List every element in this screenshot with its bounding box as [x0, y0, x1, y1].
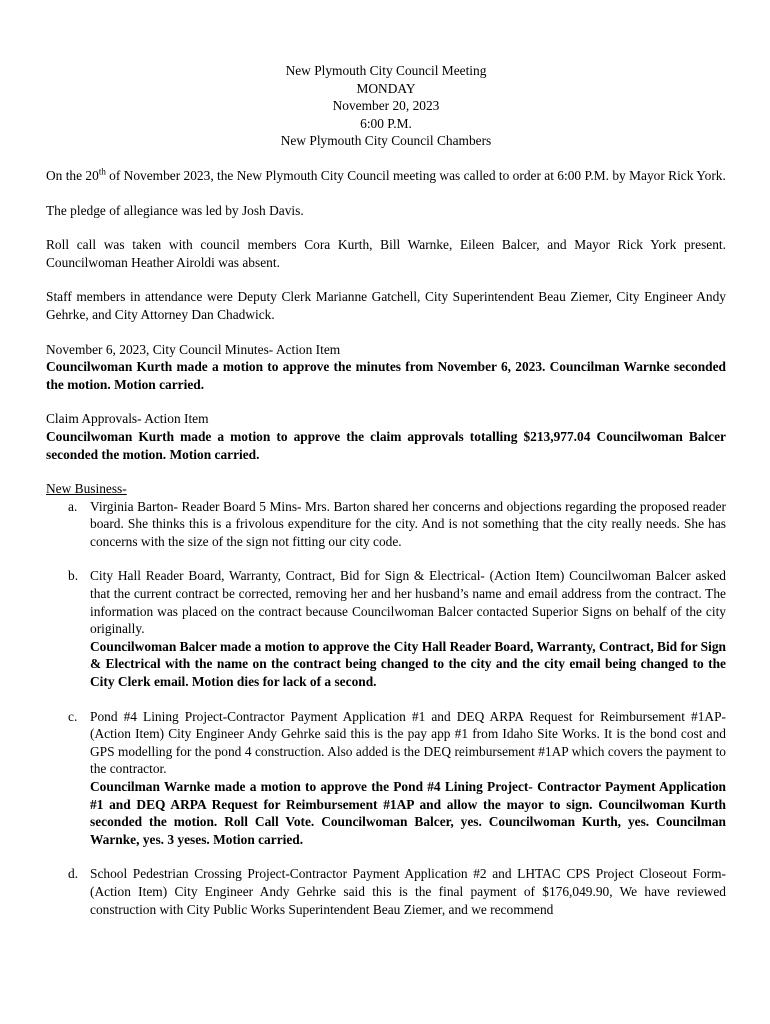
opening-superscript: th	[98, 166, 106, 177]
header-date: November 20, 2023	[332, 98, 440, 114]
minutes-title: November 6, 2023, City Council Minutes- Action Item	[46, 341, 341, 357]
new-business-section	[46, 480, 726, 918]
claims-motion: Councilwoman Kurth made a motion to approve the claim approvals totalling $213,977.04 Councilwoman Balcer seconded the motion. Motion carried.	[46, 428, 726, 462]
new-business-title: New Business-	[46, 481, 127, 497]
list-marker: b.	[68, 568, 79, 584]
list-item	[46, 708, 726, 849]
opening-paragraph	[46, 167, 726, 185]
minutes-motion: Councilwoman Kurth made a motion to approve the minutes from November 6, 2023. Councilman Warnke seconded the motion. Motion carried.	[46, 359, 726, 392]
item-motion: Councilman Warnke made a motion to approve the Pond #4 Lining Project- Contractor Payment Application #1 and DEQ ARPA Request for Reimbursement #1AP and allow the mayor to sign. Councilwoman Kurth seconded the motion. Roll Call Vote. Councilwoman Balcer, yes. Councilwoman Kurth, yes. Councilman Warnke, yes. 3 yeses. Motion carried.	[90, 779, 726, 847]
header-day: MONDAY	[356, 80, 416, 96]
minutes-section	[46, 341, 726, 394]
opening-text-start: On the 20	[46, 167, 99, 183]
list-marker: a.	[68, 498, 78, 514]
opening-text-end: of November 2023, the New Plymouth City Council meeting was called to order at 6:00 P.M. by Mayor Rick York.	[105, 167, 726, 183]
header-location: New Plymouth City Council Chambers	[280, 133, 492, 149]
list-marker: d.	[68, 866, 79, 882]
item-text: Virginia Barton- Reader Board 5 Mins- Mrs. Barton shared her concerns and objections regarding the proposed reader board. She thinks this is a frivolous expenditure for the city. And is not something that the city really needs. She has concerns with the size of the sign not fitting our city code.	[90, 498, 726, 549]
list-item	[46, 567, 726, 690]
item-text: City Hall Reader Board, Warranty, Contract, Bid for Sign & Electrical- (Action Item) Councilwoman Balcer asked that the current contract be corrected, removing her and her husband’s name and email address from the contract. The information was placed on the contract because Councilwoman Balcer contacted Superior Signs on behalf of the city originally.	[90, 568, 726, 637]
item-text: School Pedestrian Crossing Project-Contractor Payment Application #2 and LHTAC CPS Project Closeout Form- (Action Item) City Engineer Andy Gehrke said this is the final payment of $176,049.90, We have reviewed construction with City Public Works Superintendent Beau Ziemer, and we recommend	[90, 866, 726, 917]
pledge-paragraph: The pledge of allegiance was led by Josh Davis.	[46, 202, 304, 218]
item-motion: Councilwoman Balcer made a motion to approve the City Hall Reader Board, Warranty, Contract, Bid for Sign & Electrical with the name on the contract being changed to the city and the city email being changed to the City Clerk email. Motion dies for lack of a second.	[90, 638, 726, 690]
meeting-header	[46, 62, 726, 150]
roll-call-paragraph: Roll call was taken with council members Cora Kurth, Bill Warnke, Eileen Balcer, and Mayor Rick York present. Councilwoman Heather Airoldi was absent.	[46, 237, 726, 270]
header-time: 6:00 P.M.	[360, 115, 412, 131]
list-item	[46, 865, 726, 918]
list-marker: c.	[68, 708, 78, 724]
claims-section	[46, 410, 726, 463]
claims-title: Claim Approvals- Action Item	[46, 411, 209, 427]
new-business-list	[46, 498, 726, 918]
staff-paragraph: Staff members in attendance were Deputy Clerk Marianne Gatchell, City Superintendent Beau Ziemer, City Engineer Andy Gehrke, and City Attorney Dan Chadwick.	[46, 289, 726, 322]
list-item	[46, 498, 726, 551]
header-title: New Plymouth City Council Meeting	[285, 63, 487, 78]
item-text: Pond #4 Lining Project-Contractor Payment Application #1 and DEQ ARPA Request for Reimbursement #1AP- (Action Item) City Engineer Andy Gehrke said this is the pay app #1 from Idaho Site Works. It is the bond cost and GPS modelling for the pond 4 construction. Also added is the DEQ reimbursement #1AP which covers the payment to the contractor.	[90, 708, 726, 777]
